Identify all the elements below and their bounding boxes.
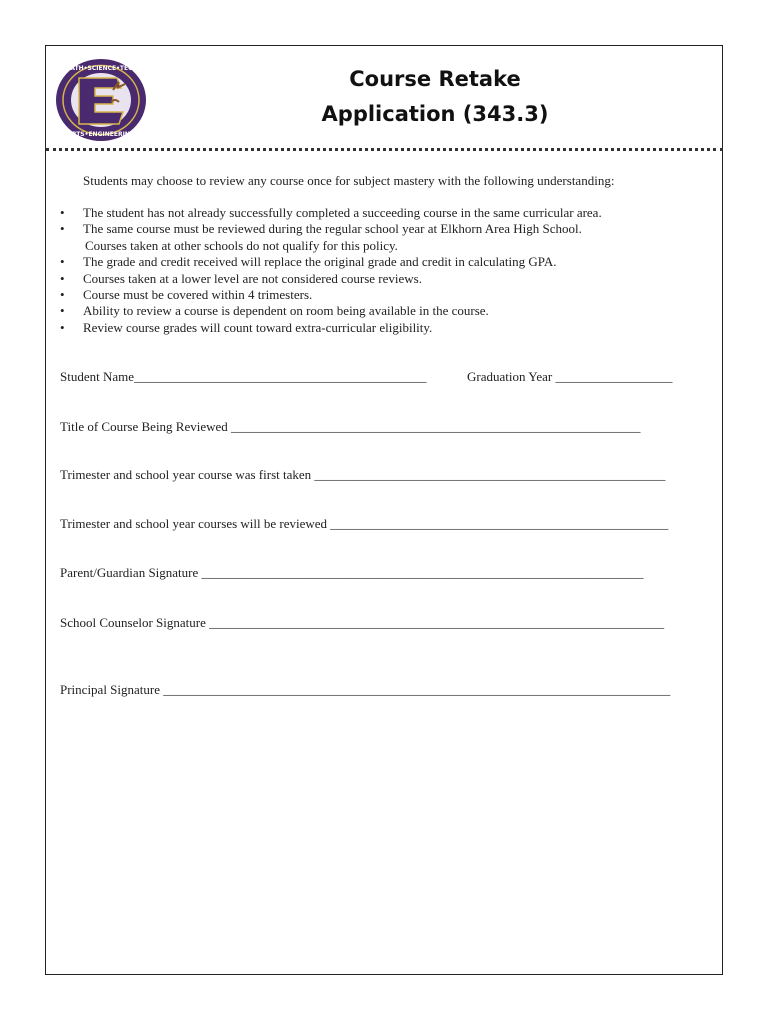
- policy-list: [60, 205, 710, 336]
- list-item: • The student has not already successfully completed a succeeding course in the same curricular area.: [60, 205, 602, 220]
- intro-text: Students may choose to review any course once for subject mastery with the following understanding:: [83, 173, 615, 188]
- list-item: • Course must be covered within 4 trimesters.: [60, 287, 313, 303]
- bullet-icon: •: [60, 205, 65, 220]
- principal-signature-field[interactable]: Principal Signature ______________________________________________________________________________: [60, 682, 671, 697]
- list-item: • Courses taken at a lower level are not considered course reviews.: [60, 270, 422, 286]
- bullet-icon: •: [60, 303, 65, 319]
- first-taken-field[interactable]: Trimester and school year course was first taken ______________________________________________________: [60, 467, 666, 482]
- student-name-field[interactable]: Student Name_____________________________________________: [60, 369, 427, 384]
- bullet-icon: •: [60, 221, 65, 237]
- list-item: • Review course grades will count toward extra-curricular eligibility.: [60, 319, 433, 335]
- graduation-year-field[interactable]: Graduation Year __________________: [467, 369, 673, 384]
- bullet-icon: •: [60, 319, 65, 335]
- title-line-2: Application (343.3): [321, 102, 549, 126]
- counselor-signature-field[interactable]: School Counselor Signature ______________________________________________________________________: [60, 615, 665, 630]
- parent-signature-field[interactable]: Parent/Guardian Signature ____________________________________________________________________: [60, 565, 644, 580]
- list-item: • The same course must be reviewed during the regular school year at Elkhorn Area High School. Courses taken at other schools do not qualify for this policy.: [60, 221, 582, 253]
- header-divider: [46, 148, 723, 151]
- bullet-icon: •: [60, 287, 65, 303]
- bullet-icon: •: [60, 270, 65, 286]
- svg-text:MATH•SCIENCE•TECH: MATH•SCIENCE•TECH: [64, 65, 138, 72]
- title-line-1: Course Retake: [349, 67, 521, 91]
- course-title-field[interactable]: Title of Course Being Reviewed _______________________________________________________________: [60, 419, 641, 434]
- list-item-continuation: Courses taken at other schools do not qualify for this policy.: [85, 237, 398, 253]
- elkhorn-school-seal-icon: [55, 58, 147, 142]
- svg-text:ARTS•ENGINEERING: ARTS•ENGINEERING: [67, 131, 135, 138]
- list-item: • Ability to review a course is dependent on room being available in the course.: [60, 303, 489, 319]
- bullet-icon: •: [60, 254, 65, 270]
- list-item: • The grade and credit received will replace the original grade and credit in calculating GPA.: [60, 254, 557, 270]
- review-period-field[interactable]: Trimester and school year courses will be reviewed ____________________________________________________: [60, 516, 669, 531]
- page-title: [285, 62, 585, 132]
